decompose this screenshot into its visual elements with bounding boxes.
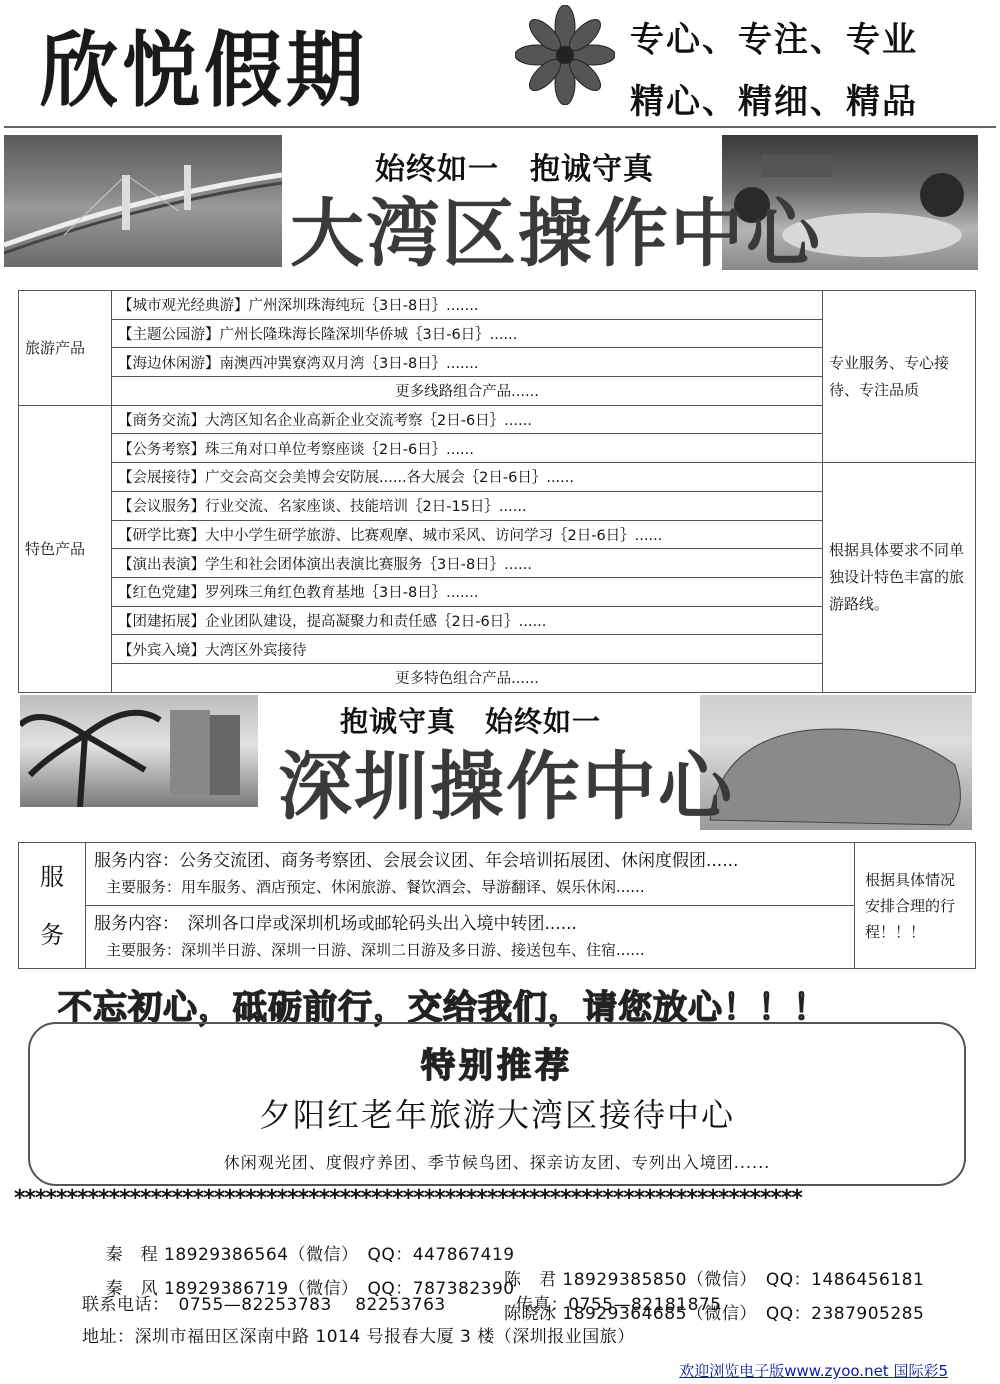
slogan-line-1: 专心、专注、专业 [630,20,918,60]
table-row: 【红色党建】罗列珠三角红色教育基地｛3日-8日｝....... [112,577,823,606]
shenzhen-title: 深圳操作中心 [278,744,734,830]
contact-chen-xiaobing: 陈晓冰 18929364685（微信） QQ：2387905285 [504,1304,925,1324]
contact-qin-feng: 秦 风 18929386719（微信） QQ：787382390 [105,1279,515,1299]
tour-products-label: 旅游产品 [19,291,112,406]
bridge-photo [4,135,282,267]
slogan-line-2: 精心、精细、精品 [630,82,918,122]
bay-title: 大湾区操作中心 [290,191,822,277]
side-note-service: 专业服务、专心接待、专注品质 [823,291,976,463]
contact-qin-cheng: 秦 程 18929386564（微信） QQ：447867419 [105,1245,515,1265]
service-table [18,842,976,969]
table-row: 【研学比赛】大中小学生研学旅游、比赛观摩、城市采风、访问学习｛2日-6日｝...... [112,520,823,549]
table-row: 【城市观光经典游】广州深圳珠海纯玩｛3日-8日｝....... [112,291,823,320]
star-divider: *************************************************************************** [14,1186,802,1211]
recommend-box [28,1022,966,1186]
service-block-2 [86,906,855,969]
table-row: 【会议服务】行业交流、名家座谈、技能培训｛2日-15日｝...... [112,491,823,520]
table-row: 【公务考察】珠三角对口单位考察座谈｛2日-6日｝...... [112,434,823,463]
service-label-2: 务 [40,920,64,949]
bay-subtitle: 始终如一 抱诚守真 [375,152,654,187]
table-row: 【海边休闲游】南澳西冲巽寮湾双月湾｛3日-8日｝....... [112,348,823,377]
brand-title: 欣悦假期 [40,24,369,119]
table-row: 【商务交流】大湾区知名企业高新企业交流考察｛2日-6日｝...... [112,405,823,434]
palm-sign-photo [20,695,258,807]
service-side-note: 根据具体情况安排合理的行程！！！ [855,843,976,969]
table-row: 【外宾入境】大湾区外宾接待 [112,635,823,664]
recommend-title: 特别推荐 [421,1046,573,1086]
footer-link[interactable]: 欢迎浏览电子版www.zyoo.net 国际彩5 [679,1362,948,1380]
table-row: 【主题公园游】广州长隆珠海长隆深圳华侨城｛3日-6日｝...... [112,319,823,348]
service-main-1: 主要服务：用车服务、酒店预定、休闲旅游、餐饮酒会、导游翻译、娱乐休闲...... [106,878,645,896]
side-note-custom: 根据具体要求不同单独设计特色丰富的旅游路线。 [823,463,976,693]
table-row: 【会展接待】广交会高交会美博会安防展......各大展会｛2日-6日｝...... [112,463,823,492]
special-products-label: 特色产品 [19,405,112,692]
motto-banner: 不忘初心，砥砺前行，交给我们，请您放心！！！ [58,988,828,1028]
service-block-1 [86,843,855,906]
contact-chen-jun: 陈 君 18929385850（微信） QQ：1486456181 [504,1270,925,1290]
service-content-1: 服务内容：公务交流团、商务考察团、会展会议团、年会培训拓展团、休闲度假团...... [94,851,739,871]
product-table [18,290,976,693]
recommend-list: 休闲观光团、度假疗养团、季节候鸟团、探亲访友团、专列出入境团...... [223,1153,771,1172]
contact-address: 地址：深圳市福田区深南中路 1014 号报春大厦 3 楼（深圳报业国旅） [82,1327,635,1347]
more-routes: 更多线路组合产品...... [112,377,823,406]
service-label [19,843,86,969]
contact-phone-fax: 联系电话： 0755—82253783 82253763 传真：0755—82181875 [82,1295,722,1315]
shenzhen-subtitle: 抱诚守真 始终如一 [340,705,602,738]
table-row: 【演出表演】学生和社会团体演出表演比赛服务｛3日-8日｝...... [112,549,823,578]
service-content-2: 服务内容： 深圳各口岸或深圳机场或邮轮码头出入境中转团...... [94,914,577,934]
table-row: 【团建拓展】企业团队建设，提高凝聚力和责任感｛2日-6日｝...... [112,606,823,635]
service-label-1: 服 [40,862,64,891]
recommend-name: 夕阳红老年旅游大湾区接待中心 [258,1096,735,1134]
flower-logo-icon [515,5,615,105]
beach-rock-photo [700,695,972,830]
header-divider [4,126,996,128]
service-main-2: 主要服务：深圳半日游、深圳一日游、深圳二日游及多日游、接送包车、住宿...... [106,941,645,959]
more-special: 更多特色组合产品...... [112,663,823,692]
